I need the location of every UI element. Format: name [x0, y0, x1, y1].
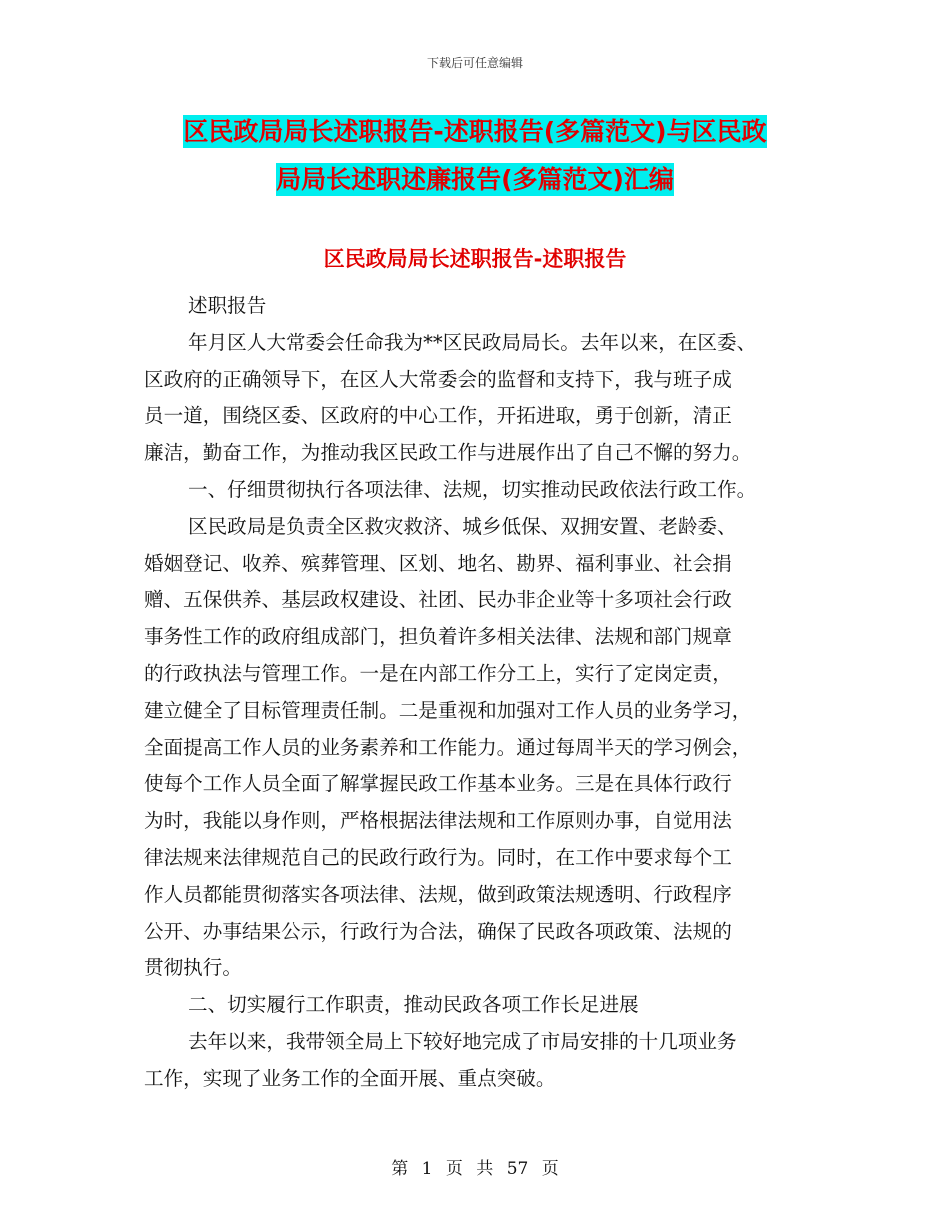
- text-line: 为时，我能以身作则，严格根据法律法规和工作原则办事，自觉用法: [144, 809, 732, 833]
- text-line: 律法规来法律规范自己的民政行政行为。同时，在工作中要求每个工: [144, 845, 732, 869]
- text-line: 作人员都能贯彻落实各项法律、法规，做到政策法规透明、行政程序: [144, 882, 732, 906]
- text-line: 婚姻登记、收养、殡葬管理、区划、地名、勘界、福利事业、社会捐: [144, 551, 732, 575]
- text-line: 事务性工作的政府组成部门，担负着许多相关法律、法规和部门规章: [144, 625, 732, 649]
- text-line: 全面提高工作人员的业务素养和工作能力。通过每周半天的学习例会，: [144, 735, 752, 759]
- text-line: 一、仔细贯彻执行各项法律、法规，切实推动民政依法行政工作。: [188, 477, 757, 501]
- text-line: 赠、五保供养、基层政权建设、社团、民办非企业等十多项社会行政: [144, 588, 732, 612]
- text-line: 年月区人大常委会任命我为**区民政局局长。去年以来，在区委、: [188, 330, 757, 354]
- text-line: 的行政执法与管理工作。一是在内部工作分工上，实行了定岗定责，: [144, 661, 732, 685]
- header-note: 下载后可任意编辑: [426, 56, 523, 70]
- text-line: 使每个工作人员全面了解掌握民政工作基本业务。三是在具体行政行: [144, 772, 732, 796]
- text-line: 去年以来，我带领全局上下较好地完成了市局安排的十几项业务: [188, 1029, 737, 1053]
- text-line: 员一道，围绕区委、区政府的中心工作，开拓进取，勇于创新，清正: [144, 404, 732, 428]
- page-footer: 第 1 页 共 57 页: [391, 1159, 559, 1179]
- document-title-line-2: 局局长述职述廉报告(多篇范文)汇编: [276, 165, 674, 194]
- text-line: 区民政局是负责全区救灾救济、城乡低保、双拥安置、老龄委、: [188, 514, 737, 538]
- text-line: 建立健全了目标管理责任制。二是重视和加强对工作人员的业务学习，: [144, 698, 752, 722]
- body-text: [144, 288, 812, 1098]
- document-title-line-1: 区民政局局长述职报告-述职报告(多篇范文)与区民政: [183, 117, 767, 146]
- section-title: 区民政局局长述职报告-述职报告: [323, 247, 627, 271]
- document-title: [0, 108, 950, 204]
- text-line: 廉洁，勤奋工作，为推动我区民政工作与进展作出了自己不懈的努力。: [144, 441, 752, 465]
- text-line: 贯彻执行。: [144, 956, 242, 980]
- text-line: 述职报告: [188, 294, 267, 317]
- text-line: 工作，实现了业务工作的全面开展、重点突破。: [144, 1066, 556, 1090]
- text-line: 区政府的正确领导下，在区人大常委会的监督和支持下，我与班子成: [144, 367, 732, 391]
- text-line: 二、切实履行工作职责，推动民政各项工作长足进展: [188, 993, 639, 1017]
- text-line: 公开、办事结果公示，行政行为合法，确保了民政各项政策、法规的: [144, 919, 732, 943]
